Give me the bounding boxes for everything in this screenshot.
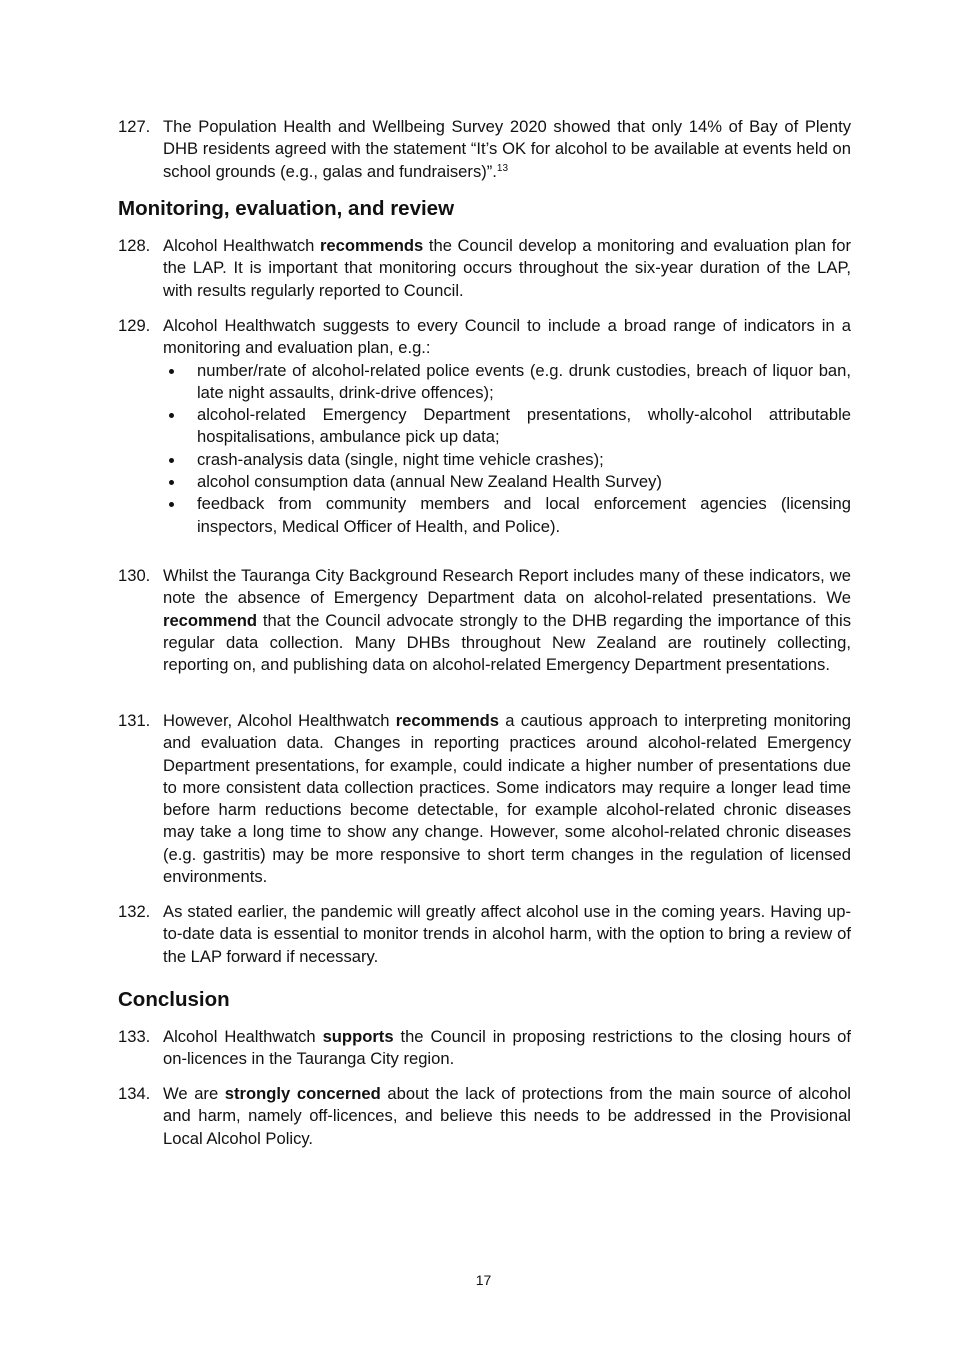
text-run: the Council develop a monitoring and evaluation plan for the LAP. It is important that monitoring occurs throughout the six-year duration of the LAP, with results regularly reported to Council. (163, 236, 851, 300)
paragraph-128 (118, 235, 851, 302)
bold-text: recommends (319, 236, 424, 255)
text-run: that the Council advocate strongly to the DHB regarding the importance of this regular data collection. Many DHBs throughout New Zealand are routinely collecting, reporting on, and publishing data on alcohol-related Emergency Department presentations. (163, 610, 851, 675)
paragraph-129 (118, 315, 851, 538)
paragraph-body (163, 1083, 851, 1150)
paragraph-body: As stated earlier, the pandemic will greatly affect alcohol use in the coming years. Having up-to-date data is essential to monitor trends in alcohol harm, with the option to bring a review of the LAP forward if necessary. (163, 902, 851, 966)
paragraph-133 (118, 1026, 851, 1071)
bold-text: strongly concerned (224, 1084, 381, 1103)
paragraph-body (163, 1026, 851, 1071)
section-heading-conclusion: Conclusion (118, 988, 230, 1011)
text-run: Alcohol Healthwatch (163, 1027, 323, 1046)
list-item: feedback from community members and local enforcement agencies (licensing inspectors, Medical Officer of Health, and Police). (163, 493, 851, 538)
paragraph-131 (118, 710, 851, 888)
list-item: alcohol consumption data (annual New Zealand Health Survey) (163, 471, 851, 493)
paragraph-132 (118, 901, 851, 968)
footnote-reference[interactable]: 13 (496, 162, 509, 174)
indicator-list (163, 360, 851, 538)
paragraph-number: 128. (118, 236, 151, 255)
text-run: about the lack of protections from the main source of alcohol and harm, namely off-licences, and believe this needs to be addressed in the Provisional Local Alcohol Policy. (163, 1084, 851, 1148)
text-run: a cautious approach to interpreting monitoring and evaluation data. Changes in reporting practices around alcohol-related Emergency Department presentations, for example, could indicate a higher number of presentations due to more consistent data collection practices. Some indicators may require a longer lead time before harm reductions become detectable, for example alcohol-related chronic diseases may take a long time to show any change. However, some alcohol-related chronic diseases (e.g. gastritis) may be more responsive to short term changes in the regulation of licensed environments. (163, 711, 851, 887)
text-run: Whilst the Tauranga City Background Research Report includes many of these indicators, we note the absence of Emergency Department data on alcohol-related presentations. We (163, 566, 851, 608)
paragraph-text: The Population Health and Wellbeing Survey 2020 showed that only 14% of Bay of Plenty DHB residents agreed with the statement “It’s OK for alcohol to be available at events held on school grounds (e.g., galas and fundraisers)”. (163, 117, 851, 181)
paragraph-body (163, 710, 851, 888)
paragraph-number: 131. (118, 711, 151, 730)
list-item: number/rate of alcohol-related police events (e.g. drunk custodies, breach of liquor ban, late night assaults, drink-drive offences); (163, 360, 851, 405)
paragraph-number: 127. (118, 117, 151, 136)
paragraph-134 (118, 1083, 851, 1150)
text-run: Alcohol Healthwatch (163, 236, 320, 255)
paragraph-127 (118, 116, 851, 183)
section-heading-monitoring: Monitoring, evaluation, and review (118, 197, 455, 220)
paragraph-body: Alcohol Healthwatch suggests to every Council to include a broad range of indicators in a monitoring and evaluation plan, e.g.: (163, 316, 851, 358)
paragraph-body (163, 565, 851, 676)
list-item: crash-analysis data (single, night time vehicle crashes); (163, 449, 851, 471)
page-number: 17 (475, 1272, 492, 1288)
bold-text: recommends (395, 711, 500, 730)
paragraph-number: 132. (118, 902, 151, 921)
text-run: We are (163, 1084, 225, 1103)
paragraph-number: 129. (118, 316, 151, 335)
bold-text: recommend (163, 610, 258, 630)
bold-text: supports (322, 1027, 394, 1046)
list-item: alcohol-related Emergency Department presentations, wholly-alcohol attributable hospitalisations, ambulance pick up data; (163, 404, 851, 449)
paragraph-body (163, 116, 851, 183)
paragraph-number: 133. (118, 1027, 151, 1046)
paragraph-130 (118, 565, 851, 676)
paragraph-body (163, 235, 851, 302)
paragraph-number: 130. (118, 566, 151, 585)
text-run: the Council in proposing restrictions to the closing hours of on-licences in the Tauranga City region. (163, 1027, 851, 1069)
text-run: However, Alcohol Healthwatch (163, 711, 396, 730)
paragraph-number: 134. (118, 1084, 151, 1103)
